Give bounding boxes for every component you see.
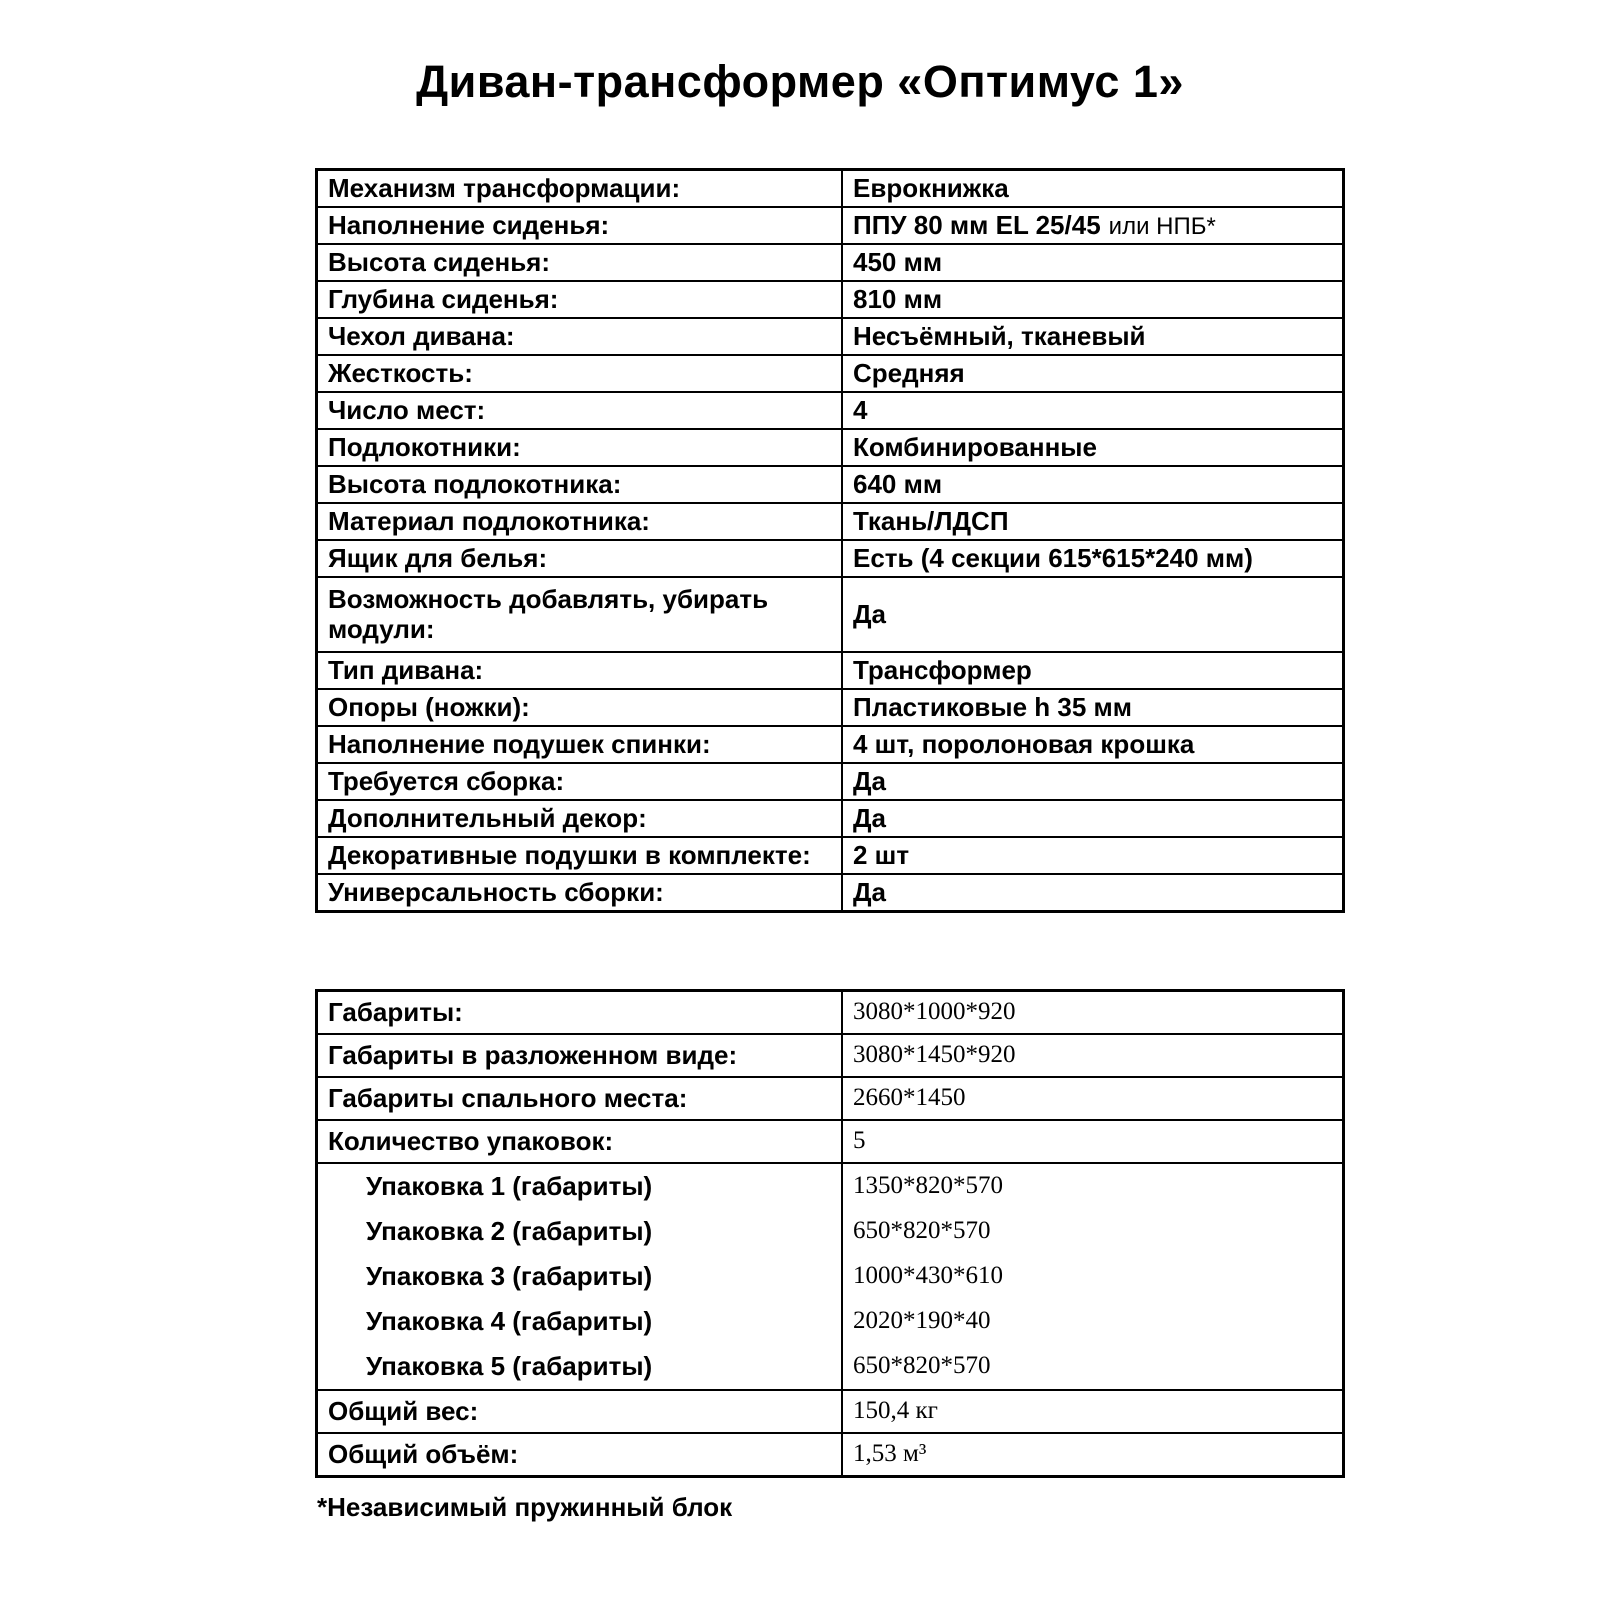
spec-label-cell: Дополнительный декор: <box>317 800 843 837</box>
spec-value-cell: Трансформер <box>842 652 1344 689</box>
spec-label-cell: Чехол дивана: <box>317 318 843 355</box>
table-row <box>317 1390 1344 1433</box>
spec-label-cell: Требуется сборка: <box>317 763 843 800</box>
dims-value-cell: 3080*1000*920 <box>842 991 1344 1035</box>
dims-value-cell: 1,53 м³ <box>842 1433 1344 1477</box>
spec-value-cell <box>842 207 1344 244</box>
spec-value-cell: Ткань/ЛДСП <box>842 503 1344 540</box>
table-row <box>317 170 1344 208</box>
package-label: Упаковка 2 (габариты) <box>366 1215 653 1246</box>
spec-value-cell: 2 шт <box>842 837 1344 874</box>
spec-label-cell: Подлокотники: <box>317 429 843 466</box>
spec-value-cell: Средняя <box>842 355 1344 392</box>
dims-label-cell: Общий вес: <box>317 1390 843 1433</box>
spec-value-cell: Пластиковые h 35 мм <box>842 689 1344 726</box>
spec-value-cell: 4 <box>842 392 1344 429</box>
spec-value: ППУ 80 мм EL 25/45 <box>853 209 1101 240</box>
table-row <box>317 207 1344 244</box>
table-row <box>317 991 1344 1035</box>
spec-label-cell: Ящик для белья: <box>317 540 843 577</box>
table-row <box>317 503 1344 540</box>
package-label: Упаковка 5 (габариты) <box>366 1350 653 1381</box>
package-value: 650*820*570 <box>853 1352 991 1380</box>
spec-label-cell: Материал подлокотника: <box>317 503 843 540</box>
page-title: Диван-трансформер «Оптимус 1» <box>416 56 1184 107</box>
table-row <box>317 540 1344 577</box>
table-row <box>317 1120 1344 1163</box>
package-value: 2020*190*40 <box>853 1307 991 1335</box>
table-row <box>317 429 1344 466</box>
spec-label-cell: Высота подлокотника: <box>317 466 843 503</box>
spec-label-cell: Наполнение подушек спинки: <box>317 726 843 763</box>
packages-label-cell <box>317 1163 843 1390</box>
table-row <box>317 837 1344 874</box>
spec-label-cell: Механизм трансформации: <box>317 170 843 208</box>
package-label: Упаковка 3 (габариты) <box>366 1260 653 1291</box>
package-label: Упаковка 4 (габариты) <box>366 1305 653 1336</box>
table-row <box>317 1077 1344 1120</box>
spec-value-cell: Да <box>842 874 1344 912</box>
spec-label-cell: Универсальность сборки: <box>317 874 843 912</box>
table-row <box>317 726 1344 763</box>
dims-label-cell: Габариты спального места: <box>317 1077 843 1120</box>
spec-label-cell: Число мест: <box>317 392 843 429</box>
table-row <box>317 355 1344 392</box>
table-row <box>317 874 1344 912</box>
table-row <box>317 244 1344 281</box>
spec-value-cell: 640 мм <box>842 466 1344 503</box>
dims-value-cell: 2660*1450 <box>842 1077 1344 1120</box>
table-row <box>317 763 1344 800</box>
dims-label-cell: Количество упаковок: <box>317 1120 843 1163</box>
spec-label-cell: Тип дивана: <box>317 652 843 689</box>
table-row <box>317 466 1344 503</box>
packages-row <box>317 1163 1344 1390</box>
table-row <box>317 1034 1344 1077</box>
table-row <box>317 652 1344 689</box>
table-row <box>317 392 1344 429</box>
dims-value-cell: 3080*1450*920 <box>842 1034 1344 1077</box>
dims-value-cell: 5 <box>842 1120 1344 1163</box>
spec-label-cell: Возможность добавлять, убирать модули: <box>317 577 843 652</box>
table-row <box>317 800 1344 837</box>
spec-label-cell: Опоры (ножки): <box>317 689 843 726</box>
spec-value-cell: 810 мм <box>842 281 1344 318</box>
spec-value-cell: Еврокнижка <box>842 170 1344 208</box>
spec-value-cell: Да <box>842 577 1344 652</box>
spec-value-cell: Да <box>842 800 1344 837</box>
table-row <box>317 1433 1344 1477</box>
table-row <box>317 281 1344 318</box>
dims-label-cell: Габариты в разложенном виде: <box>317 1034 843 1077</box>
package-label: Упаковка 1 (габариты) <box>366 1170 653 1201</box>
table-row <box>317 318 1344 355</box>
spec-table <box>315 168 1345 913</box>
table-row <box>317 577 1344 652</box>
spec-label-cell: Глубина сиденья: <box>317 281 843 318</box>
table-row <box>317 689 1344 726</box>
spec-value-cell: 450 мм <box>842 244 1344 281</box>
dims-value-cell: 150,4 кг <box>842 1390 1344 1433</box>
package-value: 650*820*570 <box>853 1217 991 1245</box>
spec-label-cell: Наполнение сиденья: <box>317 207 843 244</box>
dims-label-cell: Габариты: <box>317 991 843 1035</box>
package-value: 1350*820*570 <box>853 1172 1003 1200</box>
dimensions-table <box>315 989 1345 1478</box>
package-value: 1000*430*610 <box>853 1262 1003 1290</box>
packages-value-cell <box>842 1163 1344 1390</box>
spec-value-cell: Несъёмный, тканевый <box>842 318 1344 355</box>
spec-value-cell: Да <box>842 763 1344 800</box>
spec-value-cell: 4 шт, поролоновая крошка <box>842 726 1344 763</box>
spec-value-cell: Есть (4 секции 615*615*240 мм) <box>842 540 1344 577</box>
spec-value-cell: Комбинированные <box>842 429 1344 466</box>
spec-label-cell: Жесткость: <box>317 355 843 392</box>
dims-label-cell: Общий объём: <box>317 1433 843 1477</box>
spec-value-note: или НПБ* <box>1108 212 1216 240</box>
footnote: *Независимый пружинный блок <box>317 1492 733 1522</box>
spec-label-cell: Декоративные подушки в комплекте: <box>317 837 843 874</box>
spec-label-cell: Высота сиденья: <box>317 244 843 281</box>
